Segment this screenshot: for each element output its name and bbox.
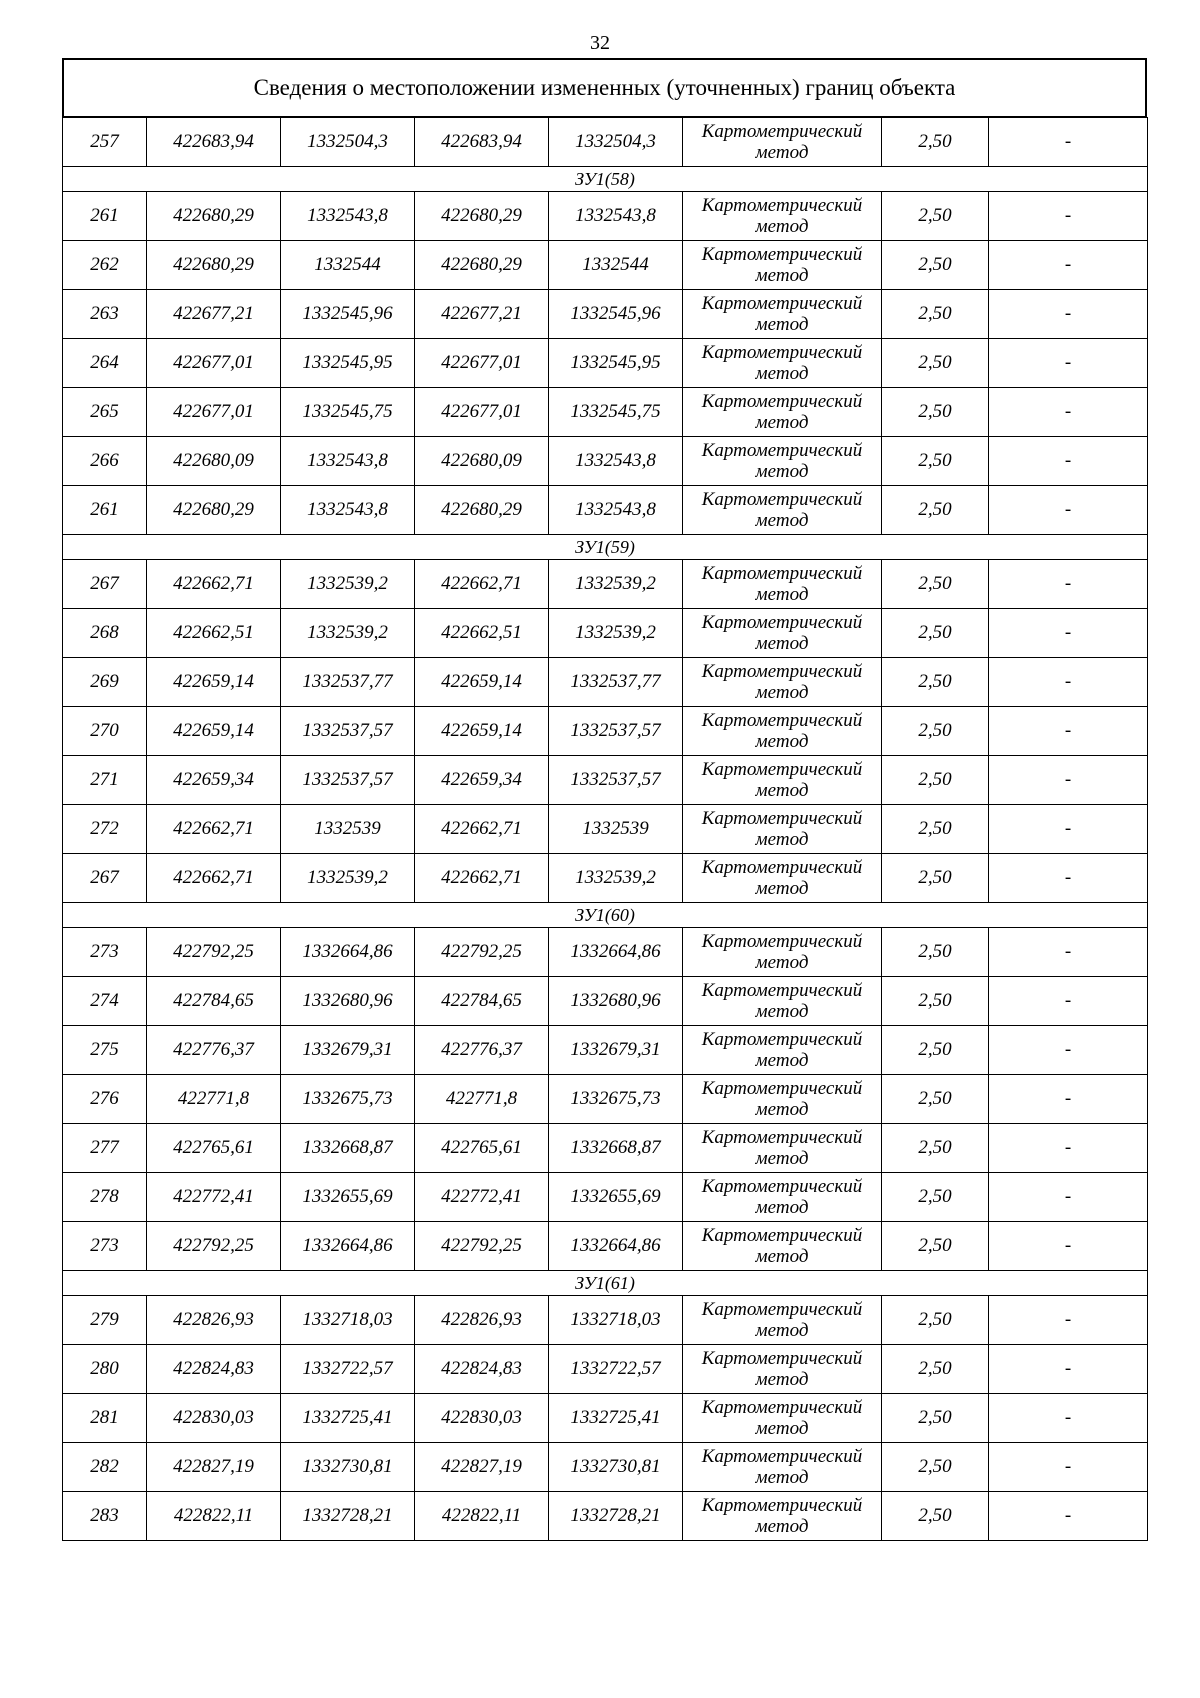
- x-existing-cell: 422680,29: [147, 192, 281, 241]
- point-number-cell: 275: [63, 1026, 147, 1075]
- x-new-cell: 422830,03: [415, 1394, 549, 1443]
- table-title: [62, 58, 1147, 117]
- x-new-cell: 422659,14: [415, 658, 549, 707]
- x-new-cell: 422771,8: [415, 1075, 549, 1124]
- x-existing-cell: 422659,14: [147, 658, 281, 707]
- y-new-cell: 1332545,96: [549, 290, 683, 339]
- precision-cell: 2,50: [882, 1296, 989, 1345]
- y-existing-cell: 1332730,81: [281, 1443, 415, 1492]
- table-row: [63, 339, 1148, 388]
- table-row: [63, 1443, 1148, 1492]
- table-row: [63, 854, 1148, 903]
- x-new-cell: 422822,11: [415, 1492, 549, 1541]
- y-new-cell: 1332539,2: [549, 854, 683, 903]
- description-cell: -: [989, 1443, 1148, 1492]
- x-new-cell: 422677,01: [415, 339, 549, 388]
- y-new-cell: 1332539,2: [549, 609, 683, 658]
- point-number-cell: 280: [63, 1345, 147, 1394]
- point-number-cell: 267: [63, 854, 147, 903]
- method-cell: Картометрический метод: [683, 805, 882, 854]
- y-existing-cell: 1332543,8: [281, 192, 415, 241]
- x-existing-cell: 422677,01: [147, 388, 281, 437]
- x-new-cell: 422677,01: [415, 388, 549, 437]
- table-row: [63, 805, 1148, 854]
- y-new-cell: 1332543,8: [549, 486, 683, 535]
- y-existing-cell: 1332655,69: [281, 1173, 415, 1222]
- y-new-cell: 1332543,8: [549, 437, 683, 486]
- point-number-cell: 261: [63, 192, 147, 241]
- point-number-cell: 270: [63, 707, 147, 756]
- description-cell: -: [989, 1124, 1148, 1173]
- table-row: [63, 1124, 1148, 1173]
- y-existing-cell: 1332679,31: [281, 1026, 415, 1075]
- group-header-row: [63, 1271, 1148, 1296]
- x-existing-cell: 422662,51: [147, 609, 281, 658]
- description-cell: -: [989, 928, 1148, 977]
- point-number-cell: 278: [63, 1173, 147, 1222]
- x-existing-cell: 422680,29: [147, 486, 281, 535]
- y-existing-cell: 1332544: [281, 241, 415, 290]
- method-cell: Картометрический метод: [683, 486, 882, 535]
- method-cell: Картометрический метод: [683, 1026, 882, 1075]
- y-existing-cell: 1332537,57: [281, 707, 415, 756]
- x-existing-cell: 422677,21: [147, 290, 281, 339]
- precision-cell: 2,50: [882, 118, 989, 167]
- description-cell: -: [989, 854, 1148, 903]
- description-cell: -: [989, 118, 1148, 167]
- y-existing-cell: 1332543,8: [281, 486, 415, 535]
- y-new-cell: 1332539: [549, 805, 683, 854]
- x-existing-cell: 422680,29: [147, 241, 281, 290]
- description-cell: -: [989, 756, 1148, 805]
- x-new-cell: 422680,29: [415, 192, 549, 241]
- description-cell: -: [989, 1026, 1148, 1075]
- x-existing-cell: 422659,34: [147, 756, 281, 805]
- precision-cell: 2,50: [882, 609, 989, 658]
- x-new-cell: 422776,37: [415, 1026, 549, 1075]
- y-new-cell: 1332545,75: [549, 388, 683, 437]
- x-existing-cell: 422830,03: [147, 1394, 281, 1443]
- y-new-cell: 1332668,87: [549, 1124, 683, 1173]
- point-number-cell: 266: [63, 437, 147, 486]
- x-new-cell: 422659,34: [415, 756, 549, 805]
- x-new-cell: 422827,19: [415, 1443, 549, 1492]
- table-row: [63, 977, 1148, 1026]
- x-existing-cell: 422776,37: [147, 1026, 281, 1075]
- x-existing-cell: 422683,94: [147, 118, 281, 167]
- table-title-text: Сведения о местоположении измененных (уточненных) границ объекта: [253, 75, 956, 100]
- description-cell: -: [989, 609, 1148, 658]
- description-cell: -: [989, 1173, 1148, 1222]
- y-new-cell: 1332722,57: [549, 1345, 683, 1394]
- description-cell: -: [989, 658, 1148, 707]
- x-existing-cell: 422765,61: [147, 1124, 281, 1173]
- y-new-cell: 1332664,86: [549, 1222, 683, 1271]
- x-existing-cell: 422659,14: [147, 707, 281, 756]
- table-row: [63, 192, 1148, 241]
- x-existing-cell: 422826,93: [147, 1296, 281, 1345]
- group-header-row: [63, 903, 1148, 928]
- x-new-cell: 422680,09: [415, 437, 549, 486]
- y-existing-cell: 1332539: [281, 805, 415, 854]
- x-new-cell: 422662,71: [415, 805, 549, 854]
- method-cell: Картометрический метод: [683, 609, 882, 658]
- precision-cell: 2,50: [882, 290, 989, 339]
- coordinates-table-body: [63, 118, 1148, 1541]
- point-number-cell: 267: [63, 560, 147, 609]
- y-existing-cell: 1332718,03: [281, 1296, 415, 1345]
- point-number-cell: 262: [63, 241, 147, 290]
- method-cell: Картометрический метод: [683, 658, 882, 707]
- table-row: [63, 1394, 1148, 1443]
- table-row: [63, 118, 1148, 167]
- description-cell: -: [989, 1492, 1148, 1541]
- point-number-cell: 281: [63, 1394, 147, 1443]
- table-row: [63, 560, 1148, 609]
- group-name: ЗУ1(60): [63, 903, 1148, 928]
- y-new-cell: 1332543,8: [549, 192, 683, 241]
- table-row: [63, 609, 1148, 658]
- method-cell: Картометрический метод: [683, 1345, 882, 1394]
- table-row: [63, 756, 1148, 805]
- description-cell: -: [989, 1075, 1148, 1124]
- precision-cell: 2,50: [882, 1394, 989, 1443]
- y-new-cell: 1332679,31: [549, 1026, 683, 1075]
- method-cell: Картометрический метод: [683, 1443, 882, 1492]
- x-new-cell: 422765,61: [415, 1124, 549, 1173]
- precision-cell: 2,50: [882, 1345, 989, 1394]
- point-number-cell: 263: [63, 290, 147, 339]
- x-existing-cell: 422827,19: [147, 1443, 281, 1492]
- y-new-cell: 1332725,41: [549, 1394, 683, 1443]
- x-existing-cell: 422662,71: [147, 560, 281, 609]
- y-existing-cell: 1332539,2: [281, 609, 415, 658]
- group-name: ЗУ1(61): [63, 1271, 1148, 1296]
- y-existing-cell: 1332664,86: [281, 1222, 415, 1271]
- description-cell: -: [989, 707, 1148, 756]
- point-number-cell: 274: [63, 977, 147, 1026]
- point-number-cell: 273: [63, 928, 147, 977]
- x-existing-cell: 422784,65: [147, 977, 281, 1026]
- y-existing-cell: 1332675,73: [281, 1075, 415, 1124]
- y-existing-cell: 1332543,8: [281, 437, 415, 486]
- y-new-cell: 1332544: [549, 241, 683, 290]
- method-cell: Картометрический метод: [683, 756, 882, 805]
- precision-cell: 2,50: [882, 388, 989, 437]
- point-number-cell: 268: [63, 609, 147, 658]
- table-row: [63, 1173, 1148, 1222]
- method-cell: Картометрический метод: [683, 1492, 882, 1541]
- x-new-cell: 422680,29: [415, 486, 549, 535]
- description-cell: -: [989, 486, 1148, 535]
- precision-cell: 2,50: [882, 854, 989, 903]
- point-number-cell: 283: [63, 1492, 147, 1541]
- y-new-cell: 1332537,77: [549, 658, 683, 707]
- precision-cell: 2,50: [882, 560, 989, 609]
- y-new-cell: 1332730,81: [549, 1443, 683, 1492]
- precision-cell: 2,50: [882, 339, 989, 388]
- group-name: ЗУ1(58): [63, 167, 1148, 192]
- point-number-cell: 276: [63, 1075, 147, 1124]
- table-row: [63, 388, 1148, 437]
- y-existing-cell: 1332539,2: [281, 560, 415, 609]
- point-number-cell: 265: [63, 388, 147, 437]
- y-existing-cell: 1332722,57: [281, 1345, 415, 1394]
- method-cell: Картометрический метод: [683, 118, 882, 167]
- x-new-cell: 422659,14: [415, 707, 549, 756]
- precision-cell: 2,50: [882, 1075, 989, 1124]
- precision-cell: 2,50: [882, 1124, 989, 1173]
- x-new-cell: 422772,41: [415, 1173, 549, 1222]
- method-cell: Картометрический метод: [683, 192, 882, 241]
- description-cell: -: [989, 290, 1148, 339]
- y-new-cell: 1332539,2: [549, 560, 683, 609]
- table-row: [63, 1222, 1148, 1271]
- method-cell: Картометрический метод: [683, 1394, 882, 1443]
- y-new-cell: 1332537,57: [549, 756, 683, 805]
- y-new-cell: 1332545,95: [549, 339, 683, 388]
- x-existing-cell: 422772,41: [147, 1173, 281, 1222]
- y-new-cell: 1332718,03: [549, 1296, 683, 1345]
- method-cell: Картометрический метод: [683, 977, 882, 1026]
- description-cell: -: [989, 1345, 1148, 1394]
- point-number-cell: 264: [63, 339, 147, 388]
- precision-cell: 2,50: [882, 658, 989, 707]
- precision-cell: 2,50: [882, 928, 989, 977]
- precision-cell: 2,50: [882, 1492, 989, 1541]
- precision-cell: 2,50: [882, 1026, 989, 1075]
- y-existing-cell: 1332545,95: [281, 339, 415, 388]
- method-cell: Картометрический метод: [683, 1296, 882, 1345]
- group-header-row: [63, 167, 1148, 192]
- x-existing-cell: 422792,25: [147, 1222, 281, 1271]
- point-number-cell: 272: [63, 805, 147, 854]
- x-existing-cell: 422662,71: [147, 805, 281, 854]
- y-existing-cell: 1332725,41: [281, 1394, 415, 1443]
- precision-cell: 2,50: [882, 192, 989, 241]
- group-header-row: [63, 535, 1148, 560]
- point-number-cell: 271: [63, 756, 147, 805]
- page-number: 32: [590, 32, 610, 54]
- table-row: [63, 437, 1148, 486]
- precision-cell: 2,50: [882, 1173, 989, 1222]
- method-cell: Картометрический метод: [683, 1222, 882, 1271]
- y-existing-cell: 1332664,86: [281, 928, 415, 977]
- table-row: [63, 290, 1148, 339]
- y-new-cell: 1332537,57: [549, 707, 683, 756]
- x-new-cell: 422826,93: [415, 1296, 549, 1345]
- point-number-cell: 257: [63, 118, 147, 167]
- table-row: [63, 1075, 1148, 1124]
- method-cell: Картометрический метод: [683, 1173, 882, 1222]
- table-row: [63, 1296, 1148, 1345]
- table-row: [63, 1492, 1148, 1541]
- description-cell: -: [989, 1394, 1148, 1443]
- y-new-cell: 1332504,3: [549, 118, 683, 167]
- y-existing-cell: 1332728,21: [281, 1492, 415, 1541]
- description-cell: -: [989, 805, 1148, 854]
- precision-cell: 2,50: [882, 1443, 989, 1492]
- y-existing-cell: 1332539,2: [281, 854, 415, 903]
- coordinates-table: [62, 117, 1148, 1541]
- description-cell: -: [989, 977, 1148, 1026]
- x-new-cell: 422680,29: [415, 241, 549, 290]
- method-cell: Картометрический метод: [683, 1075, 882, 1124]
- method-cell: Картометрический метод: [683, 560, 882, 609]
- x-existing-cell: 422771,8: [147, 1075, 281, 1124]
- precision-cell: 2,50: [882, 756, 989, 805]
- y-new-cell: 1332680,96: [549, 977, 683, 1026]
- point-number-cell: 269: [63, 658, 147, 707]
- table-row: [63, 707, 1148, 756]
- table-row: [63, 1345, 1148, 1394]
- table-row: [63, 486, 1148, 535]
- table-row: [63, 241, 1148, 290]
- point-number-cell: 273: [63, 1222, 147, 1271]
- x-existing-cell: 422677,01: [147, 339, 281, 388]
- method-cell: Картометрический метод: [683, 854, 882, 903]
- x-new-cell: 422792,25: [415, 1222, 549, 1271]
- y-existing-cell: 1332545,75: [281, 388, 415, 437]
- y-existing-cell: 1332680,96: [281, 977, 415, 1026]
- table-row: [63, 1026, 1148, 1075]
- x-existing-cell: 422662,71: [147, 854, 281, 903]
- method-cell: Картометрический метод: [683, 388, 882, 437]
- y-new-cell: 1332728,21: [549, 1492, 683, 1541]
- x-new-cell: 422662,51: [415, 609, 549, 658]
- y-existing-cell: 1332537,77: [281, 658, 415, 707]
- description-cell: -: [989, 388, 1148, 437]
- method-cell: Картометрический метод: [683, 290, 882, 339]
- table-row: [63, 928, 1148, 977]
- x-existing-cell: 422792,25: [147, 928, 281, 977]
- description-cell: -: [989, 241, 1148, 290]
- y-existing-cell: 1332537,57: [281, 756, 415, 805]
- precision-cell: 2,50: [882, 486, 989, 535]
- y-new-cell: 1332675,73: [549, 1075, 683, 1124]
- description-cell: -: [989, 1222, 1148, 1271]
- x-existing-cell: 422824,83: [147, 1345, 281, 1394]
- description-cell: -: [989, 1296, 1148, 1345]
- y-existing-cell: 1332504,3: [281, 118, 415, 167]
- precision-cell: 2,50: [882, 707, 989, 756]
- method-cell: Картометрический метод: [683, 437, 882, 486]
- y-new-cell: 1332655,69: [549, 1173, 683, 1222]
- y-existing-cell: 1332668,87: [281, 1124, 415, 1173]
- table-row: [63, 658, 1148, 707]
- point-number-cell: 277: [63, 1124, 147, 1173]
- x-new-cell: 422792,25: [415, 928, 549, 977]
- method-cell: Картометрический метод: [683, 1124, 882, 1173]
- precision-cell: 2,50: [882, 241, 989, 290]
- description-cell: -: [989, 339, 1148, 388]
- x-new-cell: 422662,71: [415, 560, 549, 609]
- group-name: ЗУ1(59): [63, 535, 1148, 560]
- method-cell: Картометрический метод: [683, 707, 882, 756]
- precision-cell: 2,50: [882, 977, 989, 1026]
- x-new-cell: 422677,21: [415, 290, 549, 339]
- precision-cell: 2,50: [882, 437, 989, 486]
- method-cell: Картометрический метод: [683, 339, 882, 388]
- description-cell: -: [989, 560, 1148, 609]
- point-number-cell: 261: [63, 486, 147, 535]
- x-new-cell: 422683,94: [415, 118, 549, 167]
- point-number-cell: 279: [63, 1296, 147, 1345]
- y-new-cell: 1332664,86: [549, 928, 683, 977]
- method-cell: Картометрический метод: [683, 928, 882, 977]
- x-new-cell: 422824,83: [415, 1345, 549, 1394]
- description-cell: -: [989, 192, 1148, 241]
- x-new-cell: 422784,65: [415, 977, 549, 1026]
- description-cell: -: [989, 437, 1148, 486]
- y-existing-cell: 1332545,96: [281, 290, 415, 339]
- x-existing-cell: 422680,09: [147, 437, 281, 486]
- method-cell: Картометрический метод: [683, 241, 882, 290]
- x-existing-cell: 422822,11: [147, 1492, 281, 1541]
- x-new-cell: 422662,71: [415, 854, 549, 903]
- precision-cell: 2,50: [882, 1222, 989, 1271]
- precision-cell: 2,50: [882, 805, 989, 854]
- point-number-cell: 282: [63, 1443, 147, 1492]
